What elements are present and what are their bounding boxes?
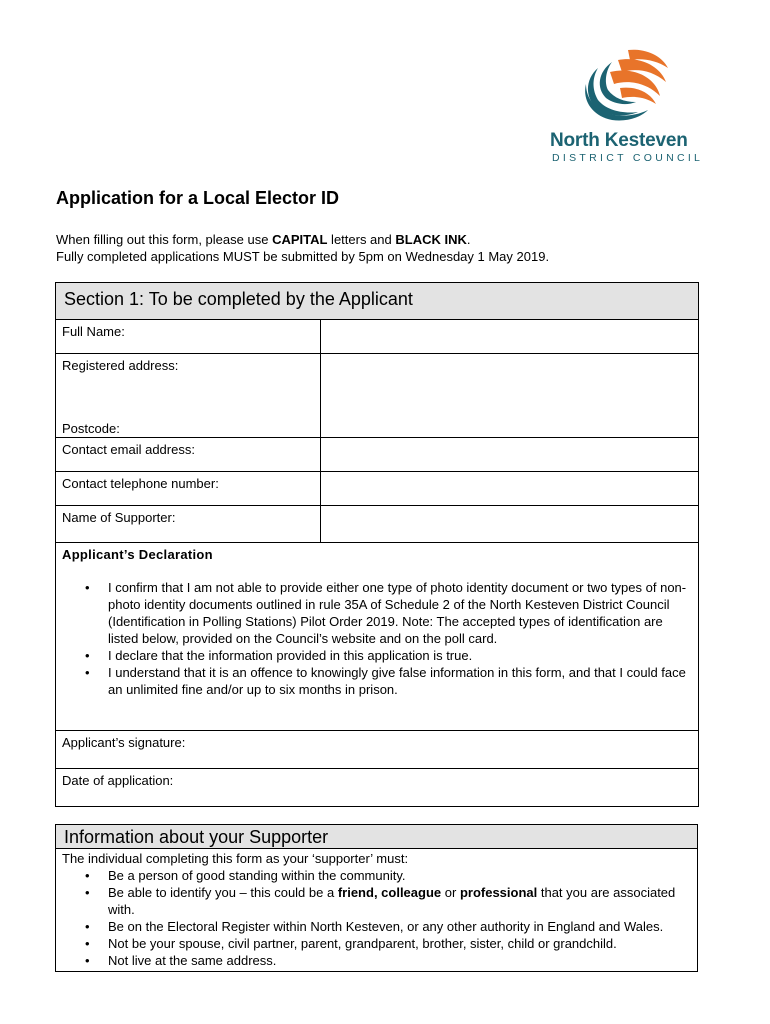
declaration-item: • I confirm that I am not able to provide either one type of photo identity document or two types of non-photo identity documents outlined in rule 35A of Schedule 2 of the North Kesteven District Council (Identification in Polling Stations) Pilot Order 2019. Note: The accepted types of identification are listed below, provided on the Council’s website and on the poll card. bbox=[108, 579, 692, 647]
requirement-emphasis: professional bbox=[459, 885, 538, 900]
requirement-item: • Not live at the same address. bbox=[108, 952, 691, 969]
email-label: Contact email address: bbox=[56, 438, 321, 472]
requirement-text: or bbox=[441, 885, 460, 900]
section-2-heading: Information about your Supporter bbox=[56, 825, 698, 849]
instruction-text: . bbox=[466, 232, 471, 247]
council-logo bbox=[546, 44, 706, 166]
declaration-cell bbox=[56, 543, 699, 731]
registered-address-label: Registered address: bbox=[62, 358, 179, 373]
instruction-text: When filling out this form, please use bbox=[56, 232, 273, 247]
instruction-line-2: Fully completed applications MUST be submitted by 5pm on Wednesday 1 May 2019. bbox=[56, 249, 550, 264]
signature-label: Applicant’s signature: bbox=[62, 735, 186, 750]
form-title: Application for a Local Elector ID bbox=[56, 188, 340, 208]
requirement-text: Be able to identify you – this could be a bbox=[108, 885, 338, 900]
registered-address-field[interactable] bbox=[321, 354, 699, 438]
requirement-emphasis: friend, colleague bbox=[337, 885, 442, 900]
section-1-table bbox=[55, 282, 699, 807]
declaration-title: Applicant’s Declaration bbox=[62, 547, 213, 562]
signature-field[interactable] bbox=[56, 731, 699, 769]
telephone-field[interactable] bbox=[321, 472, 699, 506]
supporter-intro: The individual completing this form as your ‘supporter’ must: bbox=[62, 851, 409, 866]
address-label-cell bbox=[56, 354, 321, 438]
form-instructions bbox=[56, 231, 549, 265]
requirement-item: • Be a person of good standing within the community. bbox=[108, 867, 691, 884]
full-name-field[interactable] bbox=[321, 320, 699, 354]
supporter-name-label: Name of Supporter: bbox=[56, 506, 321, 543]
full-name-label: Full Name: bbox=[56, 320, 321, 354]
requirement-item bbox=[108, 884, 691, 918]
date-label: Date of application: bbox=[62, 773, 174, 788]
council-subtitle: DISTRICT COUNCIL bbox=[552, 152, 704, 164]
postcode-label: Postcode: bbox=[62, 421, 120, 436]
declaration-item: • I declare that the information provided in this application is true. bbox=[108, 647, 692, 664]
section-2-table bbox=[55, 824, 698, 972]
supporter-info-cell bbox=[56, 849, 698, 972]
instruction-emphasis: CAPITAL bbox=[272, 232, 328, 247]
section-1-heading: Section 1: To be completed by the Applicant bbox=[56, 283, 699, 320]
declaration-item: • I understand that it is an offence to knowingly give false information in this form, and that I could face an unlimited fine and/or up to six months in prison. bbox=[108, 664, 692, 698]
instruction-emphasis: BLACK INK bbox=[395, 232, 467, 247]
date-field[interactable] bbox=[56, 769, 699, 807]
instruction-line-1 bbox=[56, 231, 549, 248]
declaration-list bbox=[62, 579, 692, 698]
requirement-text: that you are associated with. bbox=[108, 885, 676, 917]
requirement-item: • Not be your spouse, civil partner, parent, grandparent, brother, sister, child or grandchild. bbox=[108, 935, 691, 952]
requirement-item: • Be on the Electoral Register within North Kesteven, or any other authority in England and Wales. bbox=[108, 918, 691, 935]
email-field[interactable] bbox=[321, 438, 699, 472]
instruction-text: letters and bbox=[327, 232, 396, 247]
supporter-name-field[interactable] bbox=[321, 506, 699, 543]
telephone-label: Contact telephone number: bbox=[56, 472, 321, 506]
supporter-requirements-list bbox=[62, 867, 691, 969]
council-logo-mark-icon bbox=[576, 44, 676, 122]
council-name: North Kesteven bbox=[550, 130, 688, 151]
